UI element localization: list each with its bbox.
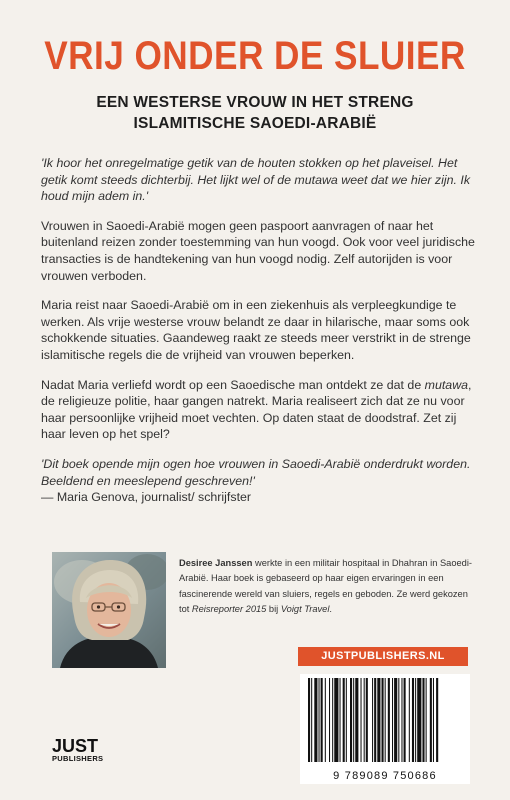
barcode-bar	[332, 678, 333, 762]
barcode-bar	[329, 678, 330, 762]
barcode-bar	[355, 678, 358, 762]
author-name: Desiree Janssen	[179, 558, 253, 568]
paragraph-3-start: Nadat Maria verliefd wordt op een Saoedische man ontdekt ze dat de	[41, 377, 425, 392]
mutawa-term: mutawa	[424, 377, 469, 392]
barcode-bar	[401, 678, 402, 762]
barcode-bar	[374, 678, 376, 762]
barcode-bar	[404, 678, 406, 762]
publisher-url-tag: JUSTPUBLISHERS.NL	[298, 647, 468, 666]
barcode-bar	[314, 678, 317, 762]
barcode-bar	[350, 678, 352, 762]
bio-end: .	[329, 604, 332, 615]
barcode-bar	[422, 678, 424, 762]
barcode-bar	[340, 678, 341, 762]
bio-part-1: werkte in een militair hospitaal in Dhahran in Saoedi-Arabië. Haar boek is gebaseerd op haar eigen ervaringen in een fascinerende wereld van sluiers, regels en geboden. Ze werd gekozen tot	[179, 558, 473, 615]
barcode-bar	[319, 678, 320, 762]
barcode-bar	[311, 678, 312, 762]
subtitle-line-1: EEN WESTERSE VROUW IN HET STRENG	[96, 94, 414, 111]
barcode-bar	[398, 678, 399, 762]
barcode-bar	[426, 678, 427, 762]
logo-line-1: JUST	[52, 736, 99, 756]
award-name: Reisreporter 2015	[191, 604, 267, 615]
barcode-bar	[325, 678, 326, 762]
barcode-bar	[409, 678, 410, 762]
barcode-bars	[300, 674, 470, 766]
barcode-bar	[334, 678, 338, 762]
blurb-paragraph-2: Maria reist naar Saoedi-Arabië om in een ziekenhuis als verpleegkundige te werken. Als vrije westerse vrouw belandt ze daar in hilarische, maar soms ook schokkende situaties. Gaandeweg raakt ze steeds meer verstrikt in de strenge islamitische regels die de vrijheid van vrouwen beperken.	[41, 298, 471, 362]
barcode-bar	[321, 678, 323, 762]
barcode-bar	[353, 678, 354, 762]
barcode-bar	[412, 678, 414, 762]
book-title: VRIJ ONDER DE SLUIER	[44, 34, 466, 78]
review-quote: 'Dit boek opende mijn ogen hoe vrouwen in Saoedi-Arabië onderdrukt worden. Beeldend en meeslepend geschreven!'	[41, 456, 471, 488]
barcode-bar	[433, 678, 434, 762]
barcode-bar	[364, 678, 365, 762]
barcode-bar	[417, 678, 421, 762]
book-subtitle	[0, 92, 510, 134]
barcode-bar	[385, 678, 386, 762]
publisher-logo	[52, 738, 114, 764]
author-photo	[52, 552, 166, 668]
logo-line-2: PUBLISHERS	[52, 754, 104, 763]
barcode-bar	[388, 678, 390, 762]
barcode-bar	[377, 678, 380, 762]
blurb	[41, 155, 481, 519]
review	[41, 456, 481, 506]
paragraph-3-end: , de religieuze politie, haar gangen natrekt. Maria realiseert zich dat ze nu voor haar persoonlijke vrijheid moet vechten. Op daten staat de doodstraf. Zet zij haar leven op het spel?	[41, 377, 472, 442]
barcode-bar	[346, 678, 347, 762]
barcode-bar	[436, 678, 438, 762]
barcode-bar	[394, 678, 397, 762]
barcode-bar	[415, 678, 416, 762]
barcode-bar	[382, 678, 384, 762]
barcode-bar	[361, 678, 362, 762]
author-portrait-illustration	[52, 552, 166, 668]
award-organisation: Voigt Travel	[280, 604, 330, 615]
subtitle-line-2: ISLAMITISCHE SAOEDI-ARABIË	[133, 115, 377, 132]
opening-quote: 'Ik hoor het onregelmatige getik van de houten stokken op het plaveisel. Het getik komt steeds dichterbij. Het lijkt wel of de mutawa weet dat we hier zijn. Ik houd mijn adem in.'	[41, 156, 471, 204]
isbn-number: 9 789089 750686	[333, 770, 437, 782]
barcode-bar	[430, 678, 432, 762]
bio-part-2: bij	[266, 604, 281, 615]
barcode-bar	[372, 678, 373, 762]
blurb-paragraph-3	[41, 377, 481, 443]
barcode-bar	[343, 678, 345, 762]
author-bio	[179, 556, 475, 618]
review-attribution: — Maria Genova, journalist/ schrijfster	[41, 490, 252, 505]
barcode-bar	[366, 678, 368, 762]
barcode-bar	[308, 678, 310, 762]
blurb-paragraph-1: Vrouwen in Saoedi-Arabië mogen geen paspoort aanvragen of naar het buitenland reizen zonder toestemming van hun voogd. Ook voor veel juridische transacties is de handtekening van hun voogd nodig. Zelf autorijden is voor vrouwen verboden.	[41, 218, 475, 283]
barcode-bar	[392, 678, 393, 762]
isbn-barcode	[300, 674, 470, 784]
